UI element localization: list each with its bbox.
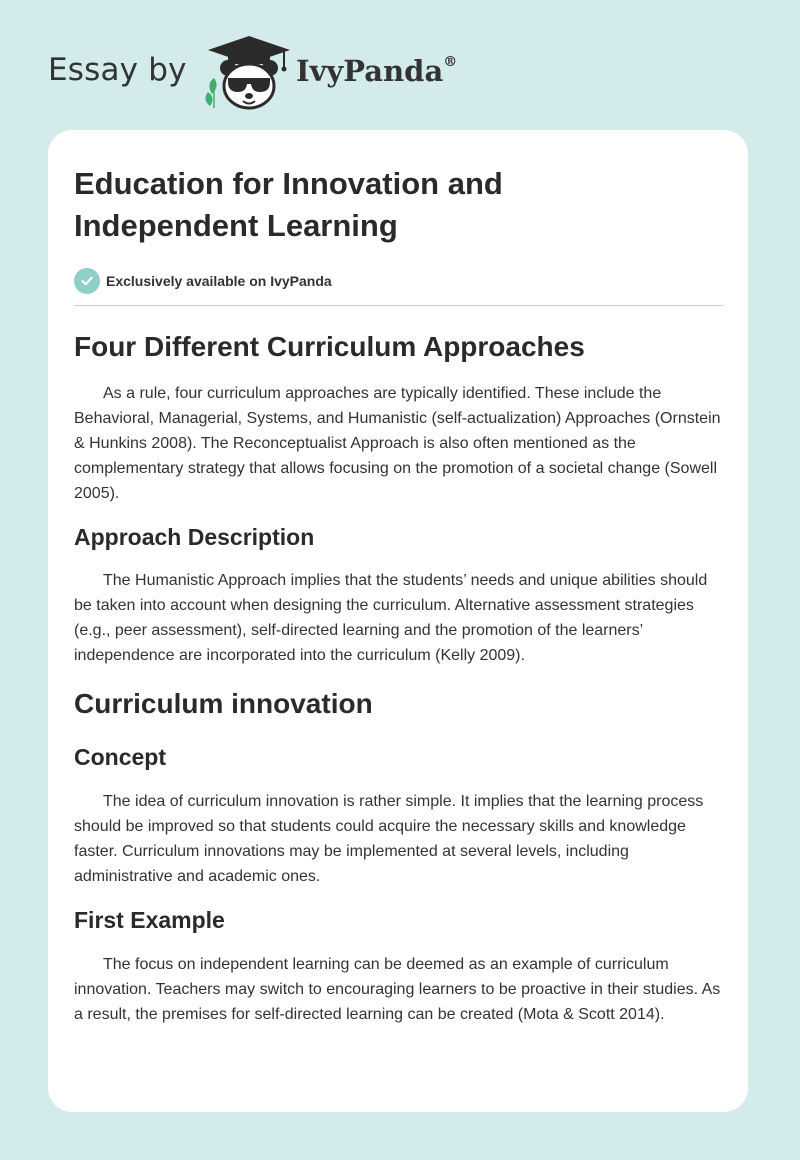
document-title-line-1: Education for Innovation and <box>74 166 503 201</box>
paragraph-first-example: The focus on independent learning can be deemed as an example of curriculum innovation. Teachers may switch to encouraging learners to be proactive in their studies. As a result, the premises for self-directed learning can be created (Mota & Scott 2014). <box>74 956 721 1023</box>
panda-graduation-cap-icon <box>204 34 294 110</box>
divider <box>74 305 724 306</box>
brand-header <box>48 34 548 114</box>
paragraph-approaches: As a rule, four curriculum approaches are typically identified. These include the Behavioral, Managerial, Systems, and Humanistic (self-actualization) Approaches (Ornstein & Hunkins 2008). The Reconceptualist Approach is also often mentioned as the complementary strategy that allows focusing on the promotion of a societal change (Sowell 2005). <box>74 385 721 502</box>
check-icon <box>74 268 100 294</box>
section-heading-approaches: Four Different Curriculum Approaches <box>74 331 585 362</box>
essay-card <box>48 130 748 1112</box>
essay-content <box>74 163 724 1027</box>
document-title-line-2: Independent Learning <box>74 208 398 243</box>
paragraph-approach-description: The Humanistic Approach implies that the students’ needs and unique abilities should be taken into account when designing the curriculum. Alternative assessment strategies (e.g., peer assessment), self-directed learning and the promotion of the learners’ independence are incorporated into the curriculum (Kelly 2009). <box>74 572 708 664</box>
registered-mark: ® <box>443 54 458 71</box>
subheading-approach-description: Approach Description <box>74 524 315 550</box>
exclusive-label: Exclusively available on IvyPanda <box>106 273 332 289</box>
subheading-first-example: First Example <box>74 907 225 933</box>
document-title <box>74 163 724 247</box>
brand-name[interactable]: IvyPanda® <box>296 54 458 88</box>
paragraph-concept: The idea of curriculum innovation is rather simple. It implies that the learning process should be improved so that students could acquire the necessary skills and knowledge faster. Curriculum innovations may be implemented at several levels, including administrative and academic ones. <box>74 793 704 885</box>
exclusive-badge <box>74 267 724 295</box>
brand-prefix: Essay by <box>48 52 187 88</box>
section-heading-curriculum-innovation: Curriculum innovation <box>74 688 373 719</box>
subheading-concept: Concept <box>74 744 166 770</box>
